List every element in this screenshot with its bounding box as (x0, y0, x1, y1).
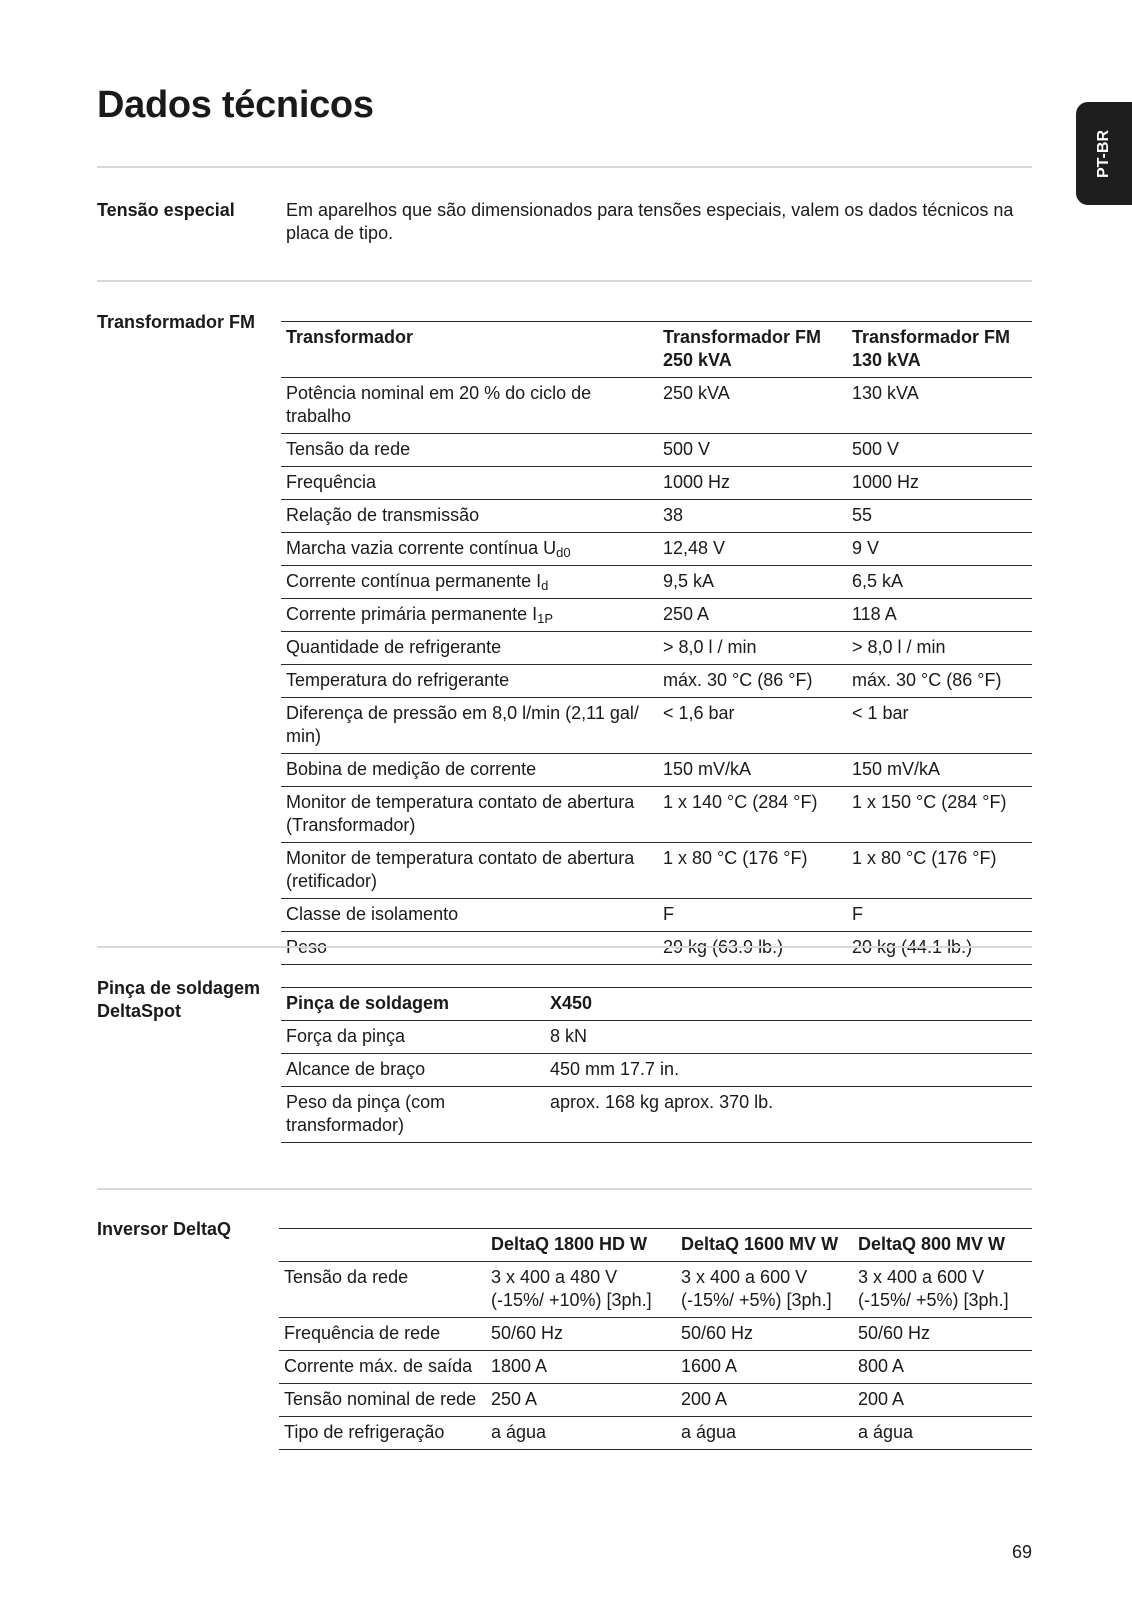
language-tab (1076, 102, 1132, 205)
value-cell-text: a água (681, 1422, 737, 1442)
value-cell-text: < 1,6 bar (663, 703, 735, 723)
row-label (281, 899, 658, 932)
section-label-inverter: Inversor DeltaQ (97, 1219, 232, 1239)
row-label (281, 378, 658, 434)
value-cell (847, 599, 1032, 632)
value-cell-text: 50/60 Hz (491, 1323, 564, 1343)
header-cell (545, 988, 1032, 1021)
value-cell-text: 118 A (852, 604, 897, 624)
row-label (281, 1087, 545, 1143)
row-label (281, 533, 658, 566)
section-divider (97, 946, 1032, 948)
value-cell-text: máx. 30 °C (86 °F) (663, 670, 813, 690)
value-cell (545, 1021, 1032, 1054)
row-label (281, 1021, 545, 1054)
section-divider (97, 1188, 1032, 1190)
table-header-row (281, 322, 1032, 378)
header-cell (486, 1229, 676, 1262)
section-label-transformer: Transformador FM (97, 312, 256, 332)
row-label (281, 566, 658, 599)
language-tab-label: PT-BR (1095, 129, 1112, 178)
value-cell (658, 533, 847, 566)
value-cell (847, 899, 1032, 932)
value-cell (658, 698, 847, 754)
header-cell-text: DeltaQ 1800 HD W (491, 1234, 648, 1254)
row-label-text: Monitor de temperatura contato de abertura (retificador) (286, 848, 635, 891)
table-row (281, 665, 1032, 698)
table-row (279, 1262, 1032, 1318)
value-cell (658, 599, 847, 632)
value-cell (847, 467, 1032, 500)
table-row (281, 378, 1032, 434)
row-label-text: Tensão da rede (286, 439, 411, 459)
row-label (281, 754, 658, 787)
transformer-table (281, 321, 1032, 965)
header-cell (676, 1229, 853, 1262)
row-label-text: Relação de transmissão (286, 505, 480, 525)
value-cell-text: 450 mm 17.7 in. (550, 1059, 680, 1079)
header-cell-text: DeltaQ 800 MV W (858, 1234, 1006, 1254)
value-cell-text: 1600 A (681, 1356, 738, 1376)
row-label-text: Força da pinça (286, 1026, 406, 1046)
row-label-text: Bobina de medição de corrente (286, 759, 537, 779)
value-cell-text: 3 x 400 a 600 V (-15%/ +5%) [3ph.] (858, 1267, 1009, 1310)
inverter-table (279, 1228, 1032, 1450)
value-cell-text: F (663, 904, 674, 924)
value-cell-text: 1 x 150 °C (284 °F) (852, 792, 1007, 812)
value-cell (847, 843, 1032, 899)
row-label (281, 599, 658, 632)
table-row (281, 533, 1032, 566)
value-cell (847, 500, 1032, 533)
row-label-text: Monitor de temperatura contato de abertura (Transformador) (286, 792, 635, 835)
value-cell-text: 20 kg (44.1 lb.) (852, 937, 973, 957)
row-label (279, 1417, 486, 1450)
value-cell (486, 1417, 676, 1450)
table-row (281, 787, 1032, 843)
row-label-text: Alcance de braço (286, 1059, 426, 1079)
header-cell-text: Transformador FM 250 kVA (663, 327, 822, 370)
page-number: 69 (1012, 1542, 1033, 1562)
table-row (281, 1087, 1032, 1143)
value-cell-text: 250 A (491, 1389, 538, 1409)
value-cell (847, 378, 1032, 434)
row-label-text: Corrente contínua permanente I (286, 571, 542, 591)
table-row (281, 467, 1032, 500)
value-cell (658, 500, 847, 533)
header-cell-text: Pinça de soldagem (286, 993, 450, 1013)
table-row (281, 698, 1032, 754)
value-cell-text: a água (491, 1422, 547, 1442)
value-cell (486, 1262, 676, 1318)
value-cell (847, 533, 1032, 566)
row-label-text: Peso da pinça (com transformador) (286, 1092, 446, 1135)
table-row (281, 632, 1032, 665)
table-row (281, 500, 1032, 533)
value-cell (658, 899, 847, 932)
value-cell-text: 1 x 80 °C (176 °F) (852, 848, 997, 868)
value-cell-text: 200 A (681, 1389, 728, 1409)
value-cell (545, 1087, 1032, 1143)
value-cell (847, 665, 1032, 698)
table-row (281, 599, 1032, 632)
row-label (279, 1351, 486, 1384)
row-label (281, 434, 658, 467)
row-label (281, 787, 658, 843)
value-cell-text: 55 (852, 505, 873, 525)
header-cell-text: X450 (550, 993, 593, 1013)
value-cell (658, 932, 847, 965)
value-cell-text: 50/60 Hz (858, 1323, 931, 1343)
row-label-text: Classe de isolamento (286, 904, 459, 924)
value-cell-text: 1 x 80 °C (176 °F) (663, 848, 808, 868)
header-cell-text: Transformador FM 130 kVA (852, 327, 1011, 370)
row-label (279, 1384, 486, 1417)
value-cell-text: 250 A (663, 604, 710, 624)
table-row (281, 932, 1032, 965)
row-label (281, 843, 658, 899)
row-label-text: Peso (286, 937, 328, 957)
header-cell (281, 322, 658, 378)
row-label-subscript: 1P (537, 611, 554, 626)
value-cell (658, 787, 847, 843)
value-cell-text: 500 V (663, 439, 711, 459)
table-row (281, 434, 1032, 467)
value-cell (853, 1351, 1032, 1384)
value-cell (676, 1384, 853, 1417)
value-cell (658, 566, 847, 599)
value-cell-text: 12,48 V (663, 538, 726, 558)
value-cell-text: 8 kN (550, 1026, 588, 1046)
header-cell-text: Transformador (286, 327, 414, 347)
value-cell (676, 1417, 853, 1450)
value-cell (486, 1318, 676, 1351)
value-cell-text: 1000 Hz (663, 472, 731, 492)
row-label-text: Potência nominal em 20 % do ciclo de trabalho (286, 383, 592, 426)
value-cell (658, 754, 847, 787)
value-cell-text: 1800 A (491, 1356, 548, 1376)
value-cell-text: > 8,0 l / min (663, 637, 757, 657)
row-label-text: Diferença de pressão em 8,0 l/min (2,11 gal/ min) (286, 703, 639, 746)
value-cell-text: > 8,0 l / min (852, 637, 946, 657)
table-row (281, 899, 1032, 932)
row-label (281, 500, 658, 533)
value-cell-text: 150 mV/kA (663, 759, 752, 779)
row-label-text: Corrente máx. de saída (284, 1356, 473, 1376)
row-label-subscript: d (541, 578, 549, 593)
section-label-special-voltage: Tensão especial (97, 200, 235, 220)
table-row (281, 1054, 1032, 1087)
row-label (281, 467, 658, 500)
special-voltage-text: Em aparelhos que são dimensionados para tensões especiais, valem os dados técnicos na placa de tipo. (286, 200, 1014, 243)
row-label-text: Quantidade de refrigerante (286, 637, 502, 657)
value-cell (676, 1318, 853, 1351)
value-cell-text: 6,5 kA (852, 571, 904, 591)
value-cell-text: 29 kg (63.9 lb.) (663, 937, 784, 957)
header-cell (279, 1229, 486, 1262)
header-cell (853, 1229, 1032, 1262)
value-cell (658, 434, 847, 467)
row-label-text: Tipo de refrigeração (284, 1422, 445, 1442)
table-row (279, 1384, 1032, 1417)
header-cell-text: DeltaQ 1600 MV W (681, 1234, 839, 1254)
value-cell-text: 50/60 Hz (681, 1323, 754, 1343)
value-cell (658, 843, 847, 899)
value-cell-text: < 1 bar (852, 703, 909, 723)
value-cell (486, 1351, 676, 1384)
value-cell-text: 3 x 400 a 480 V (-15%/ +10%) [3ph.] (491, 1267, 652, 1310)
header-cell (658, 322, 847, 378)
row-label-text: Tensão nominal de rede (284, 1389, 477, 1409)
header-cell (281, 988, 545, 1021)
row-label-text: Corrente primária permanente I (286, 604, 538, 624)
row-label-text: Frequência (286, 472, 377, 492)
value-cell (658, 467, 847, 500)
row-label-text: Marcha vazia corrente contínua U (286, 538, 557, 558)
table-header-row (279, 1229, 1032, 1262)
value-cell (847, 932, 1032, 965)
row-label-text: Temperatura do refrigerante (286, 670, 510, 690)
value-cell-text: 250 kVA (663, 383, 730, 403)
value-cell-text: F (852, 904, 863, 924)
value-cell (853, 1384, 1032, 1417)
row-label (279, 1262, 486, 1318)
value-cell-text: máx. 30 °C (86 °F) (852, 670, 1002, 690)
table-row (281, 566, 1032, 599)
table-row (281, 1021, 1032, 1054)
value-cell-text: a água (858, 1422, 914, 1442)
value-cell (847, 566, 1032, 599)
header-cell (847, 322, 1032, 378)
table-row (279, 1318, 1032, 1351)
value-cell-text: 150 mV/kA (852, 759, 941, 779)
row-label-subscript: d0 (556, 545, 571, 560)
value-cell (658, 632, 847, 665)
value-cell-text: 500 V (852, 439, 900, 459)
row-label (281, 698, 658, 754)
value-cell-text: aprox. 168 kg aprox. 370 lb. (550, 1092, 774, 1112)
value-cell (847, 787, 1032, 843)
value-cell (847, 434, 1032, 467)
value-cell-text: 9 V (852, 538, 880, 558)
value-cell (847, 754, 1032, 787)
table-row (279, 1351, 1032, 1384)
row-label-text: Tensão da rede (284, 1267, 409, 1287)
value-cell (676, 1351, 853, 1384)
value-cell (853, 1262, 1032, 1318)
table-row (281, 843, 1032, 899)
section-divider (97, 280, 1032, 282)
value-cell (676, 1262, 853, 1318)
value-cell (545, 1054, 1032, 1087)
value-cell-text: 9,5 kA (663, 571, 715, 591)
table-row (279, 1417, 1032, 1450)
value-cell (853, 1318, 1032, 1351)
row-label (279, 1318, 486, 1351)
value-cell-text: 38 (663, 505, 684, 525)
section-label-gun: Pinça de soldagem DeltaSpot (97, 978, 261, 1021)
value-cell-text: 3 x 400 a 600 V (-15%/ +5%) [3ph.] (681, 1267, 832, 1310)
value-cell (847, 698, 1032, 754)
row-label (281, 665, 658, 698)
table-header-row (281, 988, 1032, 1021)
value-cell-text: 130 kVA (852, 383, 919, 403)
row-label (281, 932, 658, 965)
value-cell-text: 1000 Hz (852, 472, 920, 492)
gun-table (281, 987, 1032, 1143)
row-label (281, 1054, 545, 1087)
value-cell (658, 665, 847, 698)
value-cell (853, 1417, 1032, 1450)
value-cell-text: 1 x 140 °C (284 °F) (663, 792, 818, 812)
value-cell-text: 800 A (858, 1356, 905, 1376)
page-title: Dados técnicos (97, 84, 374, 126)
value-cell (847, 632, 1032, 665)
value-cell-text: 200 A (858, 1389, 905, 1409)
table-row (281, 754, 1032, 787)
section-divider (97, 166, 1032, 168)
row-label-text: Frequência de rede (284, 1323, 441, 1343)
value-cell (486, 1384, 676, 1417)
row-label (281, 632, 658, 665)
value-cell (658, 378, 847, 434)
